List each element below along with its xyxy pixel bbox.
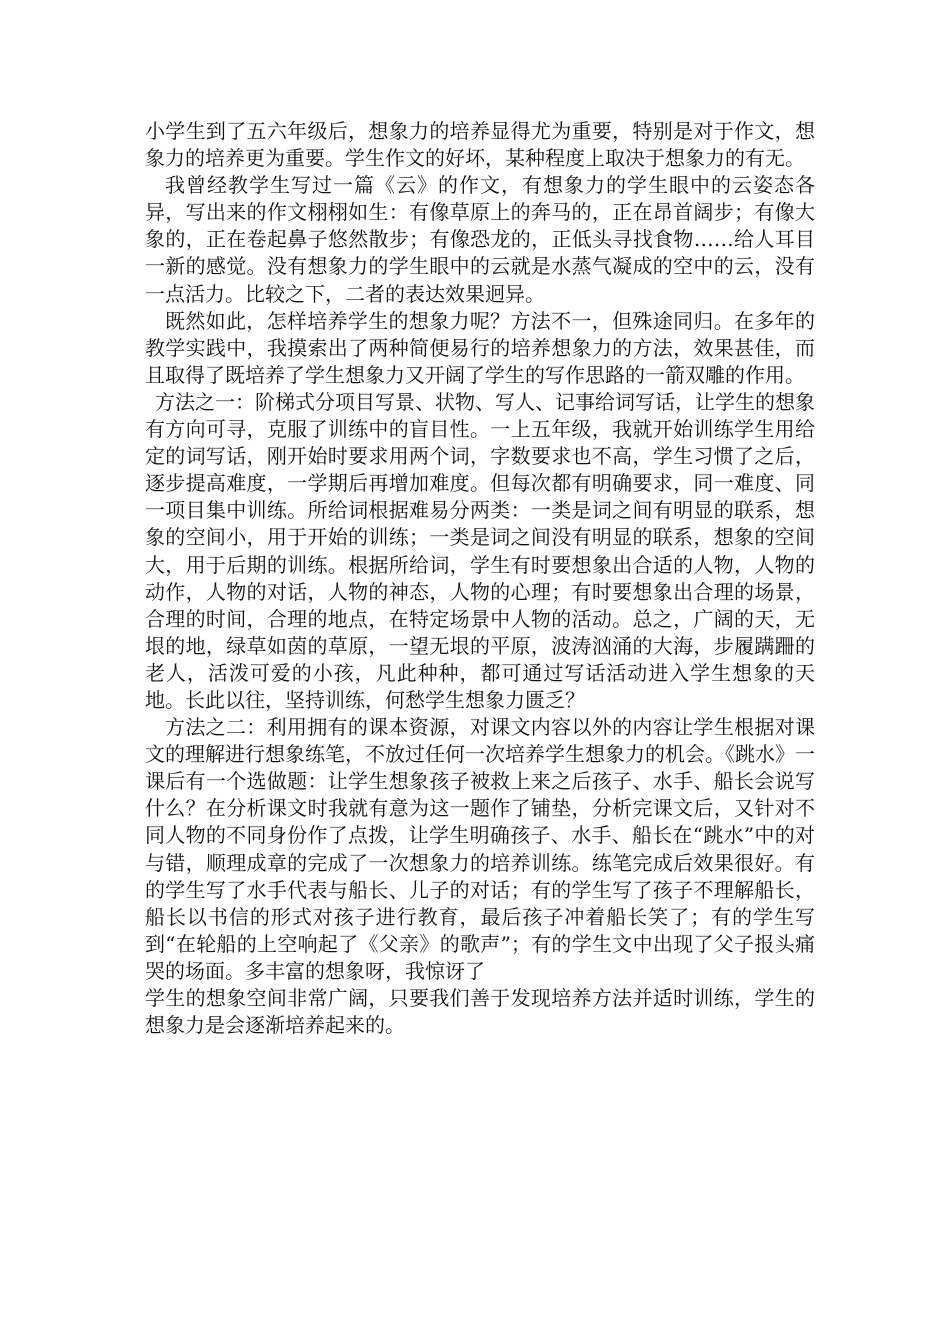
paragraph-method-one: 方法之一：阶梯式分项目写景、状物、写人、记事给词写话，让学生的想象有方向可寻，克服了训练中的盲目性。一上五年级，我就开始训练学生用给定的词写话，刚开始时要求用两个词，字数要求也不高，学生习惯了之后，逐步提高难度，一学期后再增加难度。但每次都有明确要求，同一难度、同一项目集中训练。所给词根据难易分两类：一类是词之间有明显的联系，想象的空间小，用于开始的训练；一类是词之间没有明显的联系，想象的空间大，用于后期的训练。根据所给词，学生有时要想象出合适的人物，人物的动作，人物的对话，人物的神态，人物的心理；有时要想象出合理的场景，合理的时间，合理的地点，在特定场景中人物的活动。总之，广阔的天，无垠的地，绿草如茵的草原，一望无垠的平原，波涛汹涌的大海，步履蹒跚的老人，活泼可爱的小孩，凡此种种，都可通过写话活动进入学生想象的天地。长此以往，坚持训练，何愁学生想象力匮乏？ <box>145 389 815 712</box>
document-body <box>145 118 815 1039</box>
paragraph-intro: 小学生到了五六年级后，想象力的培养显得尤为重要，特别是对于作文，想象力的培养更为重要。学生作文的好坏，某种程度上取决于想象力的有无。 <box>145 119 815 171</box>
paragraph-method-two: 方法之二：利用拥有的课本资源，对课文内容以外的内容让学生根据对课文的理解进行想象练笔，不放过任何一次培养学生想象力的机会。《跳水》一课后有一个选做题：让学生想象孩子被救上来之后孩子、水手、船长会说写什么？在分析课文时我就有意为这一题作了铺垫，分析完课文后，又针对不同人物的不同身份作了点拨，让学生明确孩子、水手、船长在“跳水”中的对与错，顺理成章的完成了一次想象力的培养训练。练笔完成后效果很好。有的学生写了水手代表与船长、儿子的对话；有的学生写了孩子不理解船长，船长以书信的形式对孩子进行教育，最后孩子冲着船长笑了；有的学生写到“在轮船的上空响起了《父亲》的歌声”；有的学生文中出现了父子报头痛哭的场面。多丰富的想象呀，我惊讶了 <box>145 715 815 983</box>
paragraph-conclusion: 学生的想象空间非常广阔，只要我们善于发现培养方法并适时训练，学生的想象力是会逐渐培养起来的。 <box>145 986 815 1038</box>
paragraph-methods-overview: 既然如此，怎样培养学生的想象力呢？方法不一，但殊途同归。在多年的教学实践中，我摸索出了两种简便易行的培养想象力的方法，效果甚佳，而且取得了既培养了学生想象力又开阔了学生的写作思路的一箭双雕的作用。 <box>145 308 815 387</box>
paragraph-cloud-example: 我曾经教学生写过一篇《云》的作文，有想象力的学生眼中的云姿态各异，写出来的作文栩栩如生：有像草原上的奔马的，正在昂首阔步；有像大象的，正在卷起鼻子悠然散步；有像恐龙的，正低头寻找食物……给人耳目一新的感觉。没有想象力的学生眼中的云就是水蒸气凝成的空中的云，没有一点活力。比较之下，二者的表达效果迥异。 <box>145 173 815 306</box>
